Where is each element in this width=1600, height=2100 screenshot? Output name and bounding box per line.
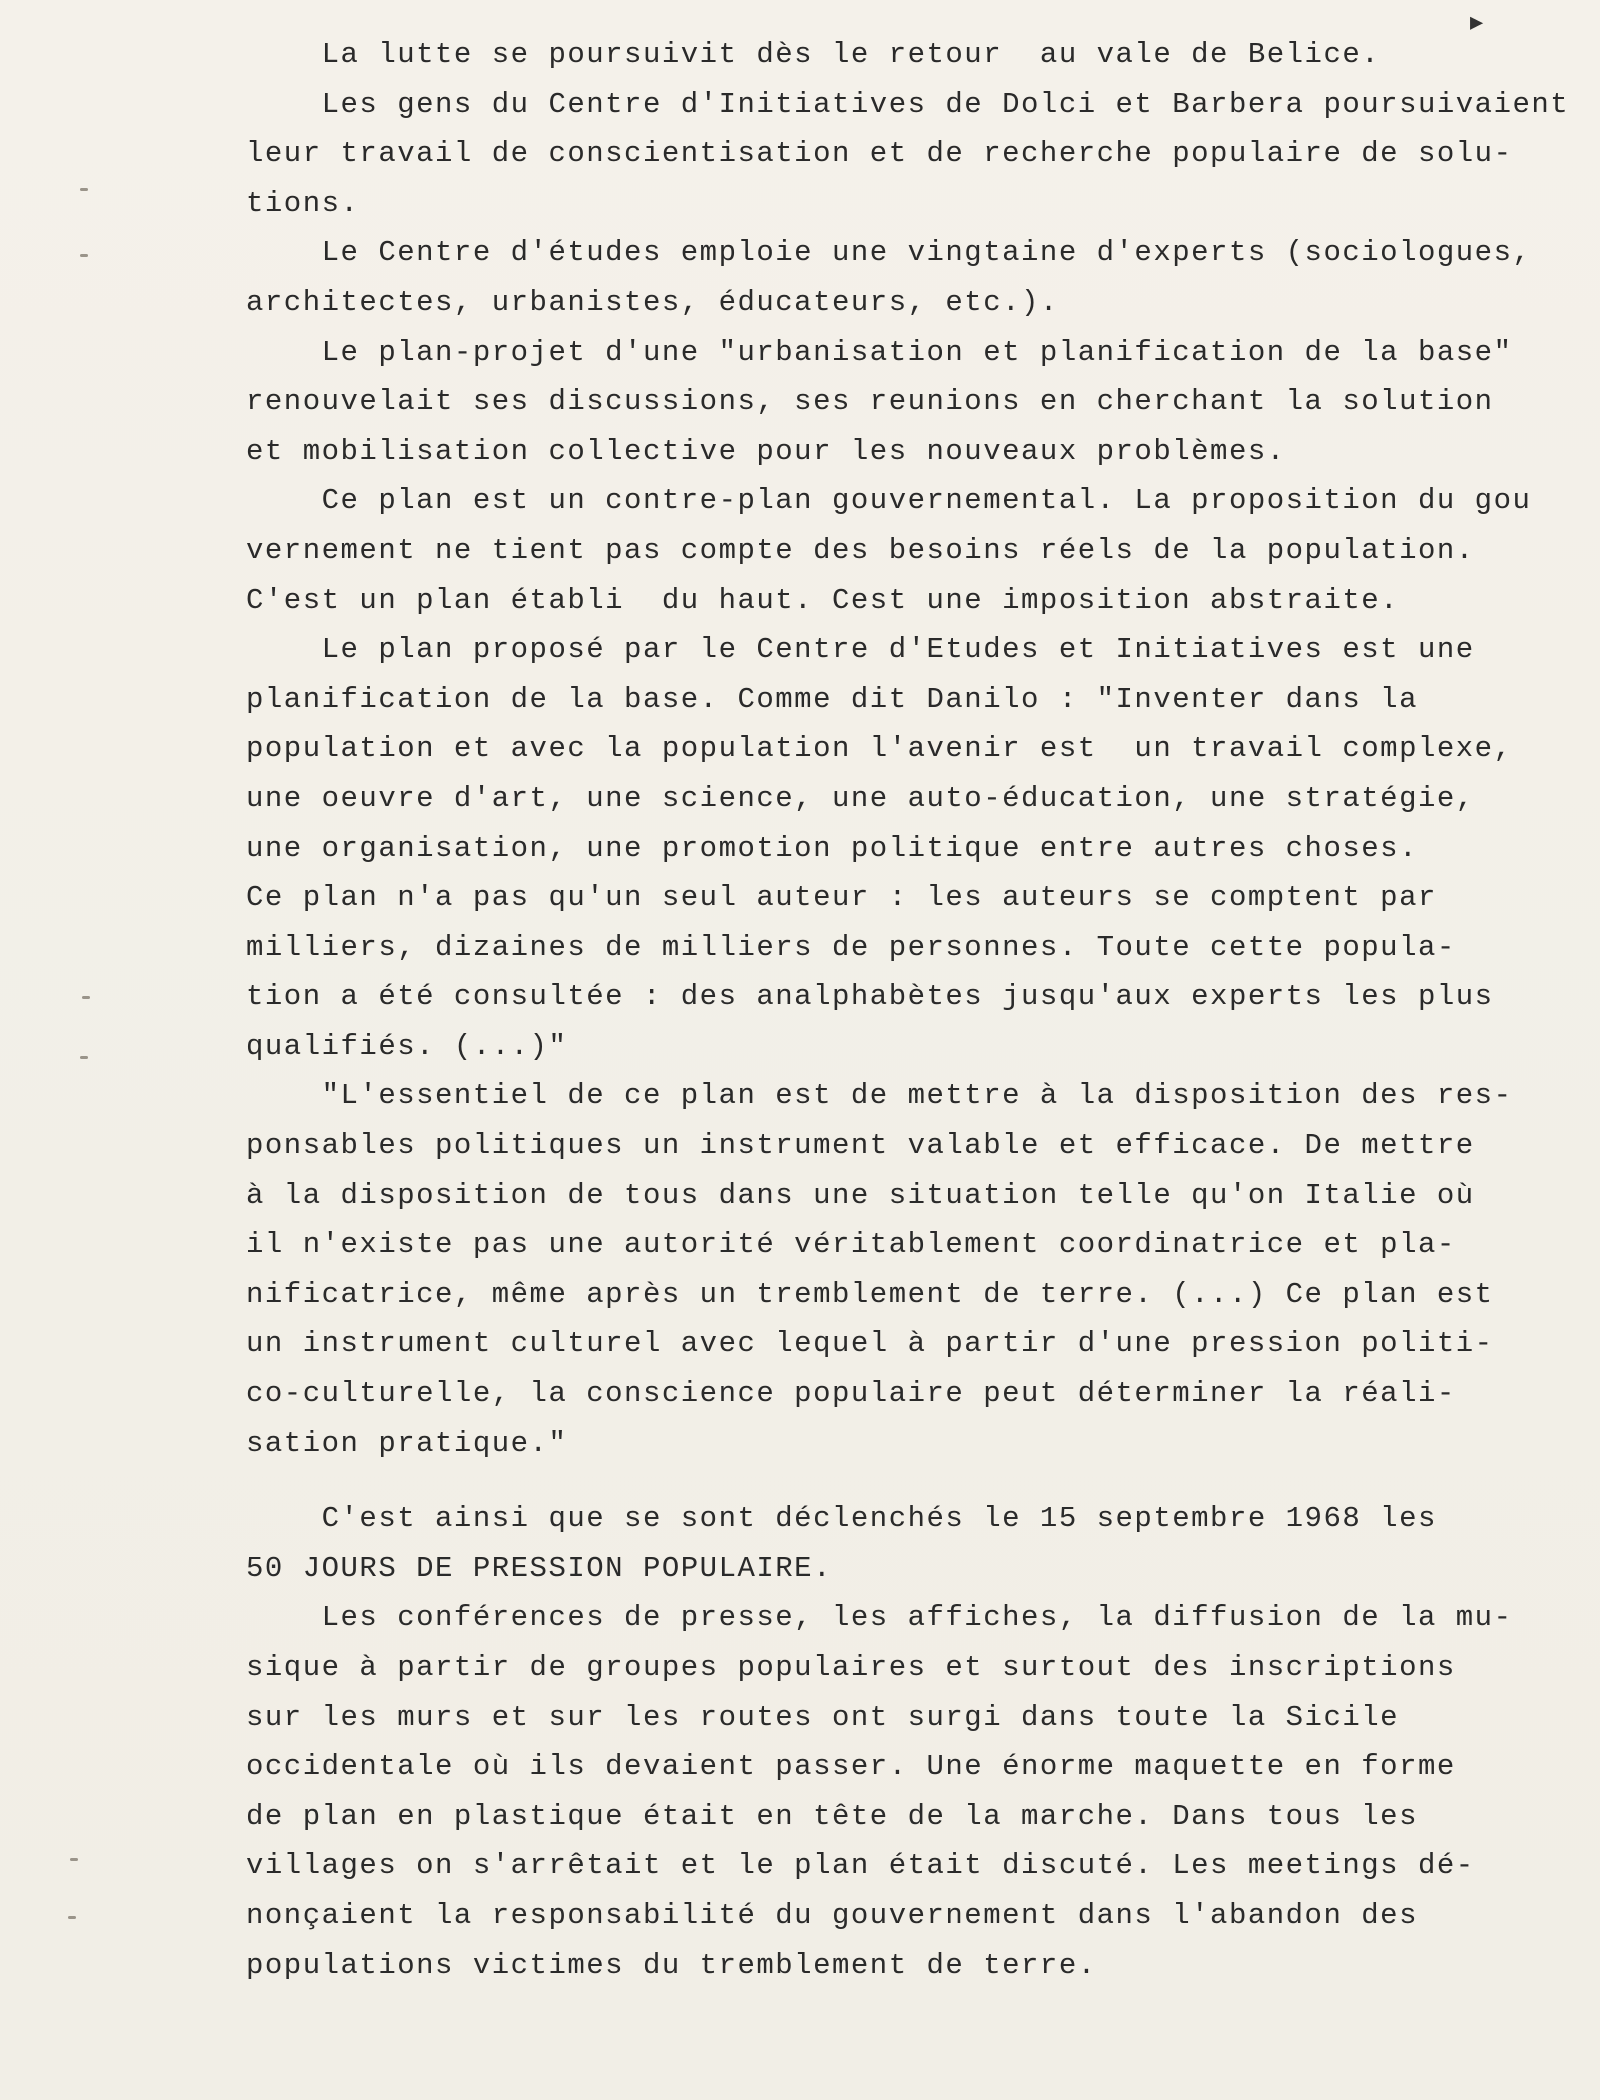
text-line: sique à partir de groupes populaires et surtout des inscriptions [246, 1651, 1456, 1684]
text-line: renouvelait ses discussions, ses reunions en cherchant la solution [246, 385, 1494, 419]
text-line: population et avec la population l'avenir est un travail complexe, [246, 732, 1513, 766]
paragraph [246, 1494, 1536, 1593]
text-line: tions. [246, 186, 360, 220]
paragraph [246, 625, 1536, 1071]
text-line: Ce plan est un contre-plan gouvernemental. La proposition du gou [246, 484, 1532, 518]
text-line: architectes, urbanistes, éducateurs, etc.). [246, 285, 1059, 319]
text-line: Les conférences de presse, les affiches, la diffusion de la mu- [246, 1601, 1513, 1635]
text-line: une oeuvre d'art, une science, une auto-éducation, une stratégie, [246, 781, 1475, 815]
text-line: ponsables politiques un instrument valable et efficace. De mettre [246, 1129, 1475, 1163]
text-line: co-culturelle, la conscience populaire peut déterminer la réali- [246, 1377, 1456, 1411]
text-line: occidentale où ils devaient passer. Une énorme maquette en forme [246, 1750, 1456, 1784]
text-line: "L'essentiel de ce plan est de mettre à la disposition des res- [246, 1079, 1513, 1113]
text-line: sur les murs et sur les routes ont surgi dans toute la Sicile [246, 1700, 1400, 1734]
text-line: tion a été consultée : des analphabètes jusqu'aux experts les plus [246, 980, 1494, 1014]
text-line: leur travail de conscientisation et de recherche populaire de solu- [246, 137, 1513, 171]
text-line: milliers, dizaines de milliers de personnes. Toute cette popula- [246, 930, 1456, 964]
text-line: et mobilisation collective pour les nouveaux problèmes. [246, 434, 1286, 468]
text-line: vernement ne tient pas compte des besoins réels de la population. [246, 533, 1475, 567]
margin-mark [70, 1858, 78, 1861]
text-line: 50 JOURS DE PRESSION POPULAIRE. [246, 1551, 832, 1585]
text-line: nonçaient la responsabilité du gouvernement dans l'abandon des [246, 1898, 1418, 1932]
text-line: de plan en plastique était en tête de la marche. Dans tous les [246, 1799, 1418, 1833]
text-line: planification de la base. Comme dit Danilo : "Inventer dans la [246, 682, 1418, 716]
text-line: villages on s'arrêtait et le plan était discuté. Les meetings dé- [246, 1849, 1475, 1883]
text-line: sation pratique." [246, 1426, 568, 1460]
text-line: un instrument culturel avec lequel à partir d'une pression politi- [246, 1327, 1494, 1361]
text-line: une organisation, une promotion politique entre autres choses. [246, 831, 1418, 865]
text-line: nificatrice, même après un tremblement de terre. (...) Ce plan est [246, 1277, 1494, 1311]
text-line: Les gens du Centre d'Initiatives de Dolci et Barbera poursuivaient [246, 87, 1570, 121]
document-body [246, 30, 1570, 1990]
text-line: il n'existe pas une autorité véritablement coordinatrice et pla- [246, 1228, 1456, 1262]
margin-mark [80, 254, 88, 257]
corner-mark: ▶ [1470, 11, 1484, 36]
paragraph [246, 80, 1570, 229]
margin-mark [80, 188, 88, 191]
text-line: Ce plan n'a pas qu'un seul auteur : les auteurs se comptent par [246, 881, 1437, 915]
text-line: C'est ainsi que se sont déclenchés le 15 septembre 1968 les [246, 1502, 1437, 1536]
paragraph [246, 1593, 1536, 1990]
text-line: populations victimes du tremblement de terre. [246, 1948, 1097, 1982]
paragraph-gap [246, 1468, 1536, 1494]
paragraph [246, 328, 1536, 477]
paragraph [246, 228, 1536, 327]
text-line: Le plan proposé par le Centre d'Etudes et Initiatives est une [246, 633, 1475, 667]
text-line: La lutte se poursuivit dès le retour au vale de Belice. [246, 38, 1381, 71]
text-line: Le Centre d'études emploie une vingtaine d'experts (sociologues, [246, 236, 1532, 270]
paragraph [246, 30, 1536, 80]
paragraph [246, 1071, 1536, 1468]
paragraph [246, 476, 1536, 625]
margin-mark [68, 1916, 76, 1919]
margin-mark [82, 996, 90, 999]
text-line: à la disposition de tous dans une situation telle qu'on Italie où [246, 1178, 1475, 1212]
text-line: C'est un plan établi du haut. Cest une imposition abstraite. [246, 583, 1400, 617]
margin-mark [80, 1056, 88, 1059]
text-line: Le plan-projet d'une "urbanisation et planification de la base" [246, 335, 1513, 369]
text-line: qualifiés. (...)" [246, 1029, 568, 1063]
